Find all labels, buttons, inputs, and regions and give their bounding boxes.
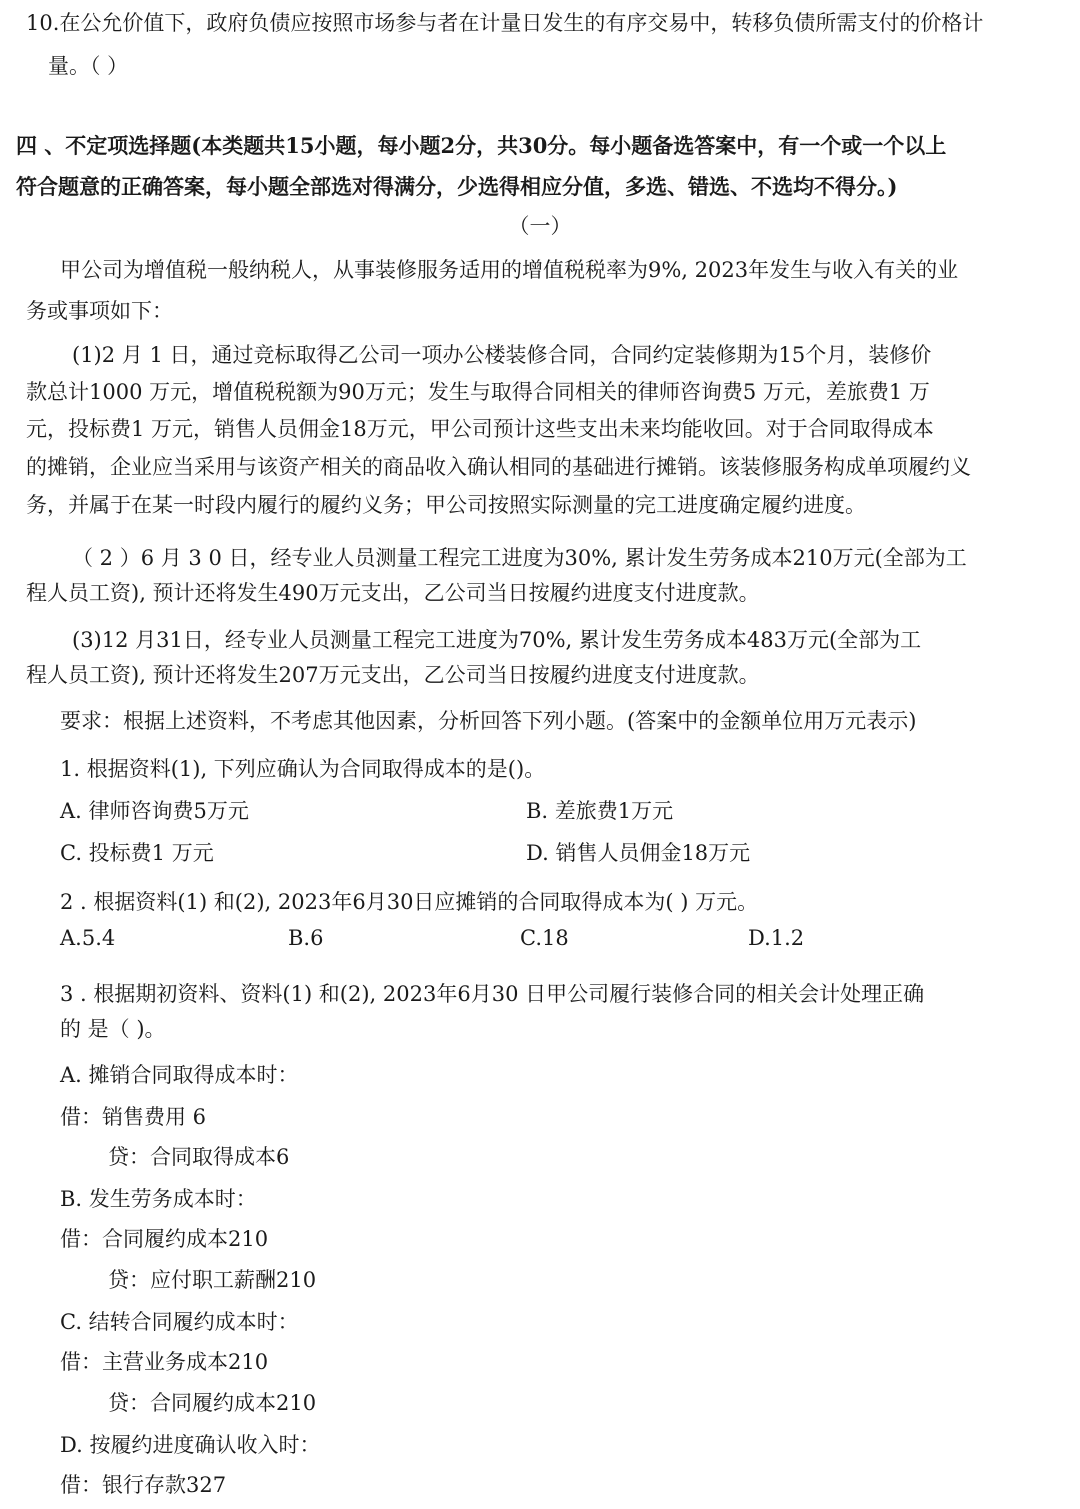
case-intro-line2: 务或事项如下： <box>26 299 173 323</box>
material1-line5: 务，并属于在某一时段内履行的履约义务；甲公司按照实际测量的完工进度确定履约进度。 <box>26 493 866 517</box>
option-b-debit: 借：合同履约成本210 <box>60 1227 269 1251</box>
q10-line1: 10.在公允价值下，政府负债应按照市场参与者在计量日发生的有序交易中，转移负债所需支付的价格计 <box>26 11 984 35</box>
question-2-option-a[interactable]: A.5.4 <box>60 926 116 950</box>
question-2-option-d[interactable]: D.1.2 <box>748 926 805 950</box>
question-1-option-d[interactable]: D. 销售人员佣金18万元 <box>526 841 751 865</box>
option-d-debit: 借：银行存款327 <box>60 1473 227 1497</box>
question-3-option-a[interactable]: A. 摊销合同取得成本时： <box>60 1063 299 1087</box>
question-1-option-c[interactable]: C. 投标费1 万元 <box>60 841 214 865</box>
question-3-option-c[interactable]: C. 结转合同履约成本时： <box>60 1310 299 1334</box>
option-a-debit: 借：销售费用 6 <box>60 1105 207 1129</box>
case-intro-line1: 甲公司为增值税一般纳税人，从事装修服务适用的增值税税率为9%, 2023年发生与收入有关的业 <box>60 258 959 282</box>
material2-line2: 程人员工资), 预计还将发生490万元支出，乙公司当日按履约进度支付进度款。 <box>26 581 760 605</box>
group-label: （一） <box>508 214 572 238</box>
question-2-option-b[interactable]: B.6 <box>288 926 324 950</box>
material1-line4: 的摊销，企业应当采用与该资产相关的商品收入确认相同的基础进行摊销。该装修服务构成单项履约义 <box>26 455 971 479</box>
requirement-text: 要求：根据上述资料，不考虑其他因素，分析回答下列小题。(答案中的金额单位用万元表示) <box>60 709 917 733</box>
material1-line2: 款总计1000 万元，增值税税额为90万元；发生与取得合同相关的律师咨询费5 万元，差旅费1 万 <box>26 380 930 404</box>
question-1-option-b[interactable]: B. 差旅费1万元 <box>526 799 674 823</box>
material3-line2: 程人员工资), 预计还将发生207万元支出，乙公司当日按履约进度支付进度款。 <box>26 663 760 687</box>
material2-line1: （ 2 ）6 月 3 0 日，经专业人员测量工程完工进度为30%, 累计发生劳务成本210万元(全部为工 <box>72 546 967 570</box>
option-c-debit: 借：主营业务成本210 <box>60 1350 269 1374</box>
material1-line1: (1)2 月 1 日，通过竞标取得乙公司一项办公楼装修合同，合同约定装修期为15个月，装修价 <box>72 343 932 367</box>
option-c-credit: 贷：合同履约成本210 <box>108 1391 317 1415</box>
section-heading-line1: 四 、不定项选择题(本类题共15小题，每小题2分，共30分。每小题备选答案中，有一个或一个以上 <box>16 133 947 158</box>
question-3-option-b[interactable]: B. 发生劳务成本时： <box>60 1187 257 1211</box>
option-b-credit: 贷：应付职工薪酬210 <box>108 1268 317 1292</box>
option-a-credit: 贷：合同取得成本6 <box>108 1145 290 1169</box>
question-3-option-d[interactable]: D. 按履约进度确认收入时： <box>60 1433 321 1457</box>
section-heading-line2: 符合题意的正确答案，每小题全部选对得满分，少选得相应分值，多选、错选、不选均不得分。) <box>16 174 898 199</box>
question-3-stem-line1: 3 . 根据期初资料、资料(1) 和(2), 2023年6月30 日甲公司履行装修合同的相关会计处理正确 <box>60 982 925 1006</box>
material3-line1: (3)12 月31日，经专业人员测量工程完工进度为70%, 累计发生劳务成本483万元(全部为工 <box>72 628 922 652</box>
material1-line3: 元，投标费1 万元，销售人员佣金18万元，甲公司预计这些支出未来均能收回。对于合同取得成本 <box>26 417 934 441</box>
question-1-option-a[interactable]: A. 律师咨询费5万元 <box>60 799 249 823</box>
question-1-stem: 1. 根据资料(1), 下列应确认为合同取得成本的是()。 <box>60 757 546 781</box>
question-2-stem: 2 . 根据资料(1) 和(2), 2023年6月30日应摊销的合同取得成本为( ) 万元。 <box>60 890 759 914</box>
question-2-option-c[interactable]: C.18 <box>520 926 569 950</box>
q10-line2: 量。（ ） <box>48 54 129 78</box>
question-3-stem-line2: 的 是（ )。 <box>60 1017 166 1041</box>
